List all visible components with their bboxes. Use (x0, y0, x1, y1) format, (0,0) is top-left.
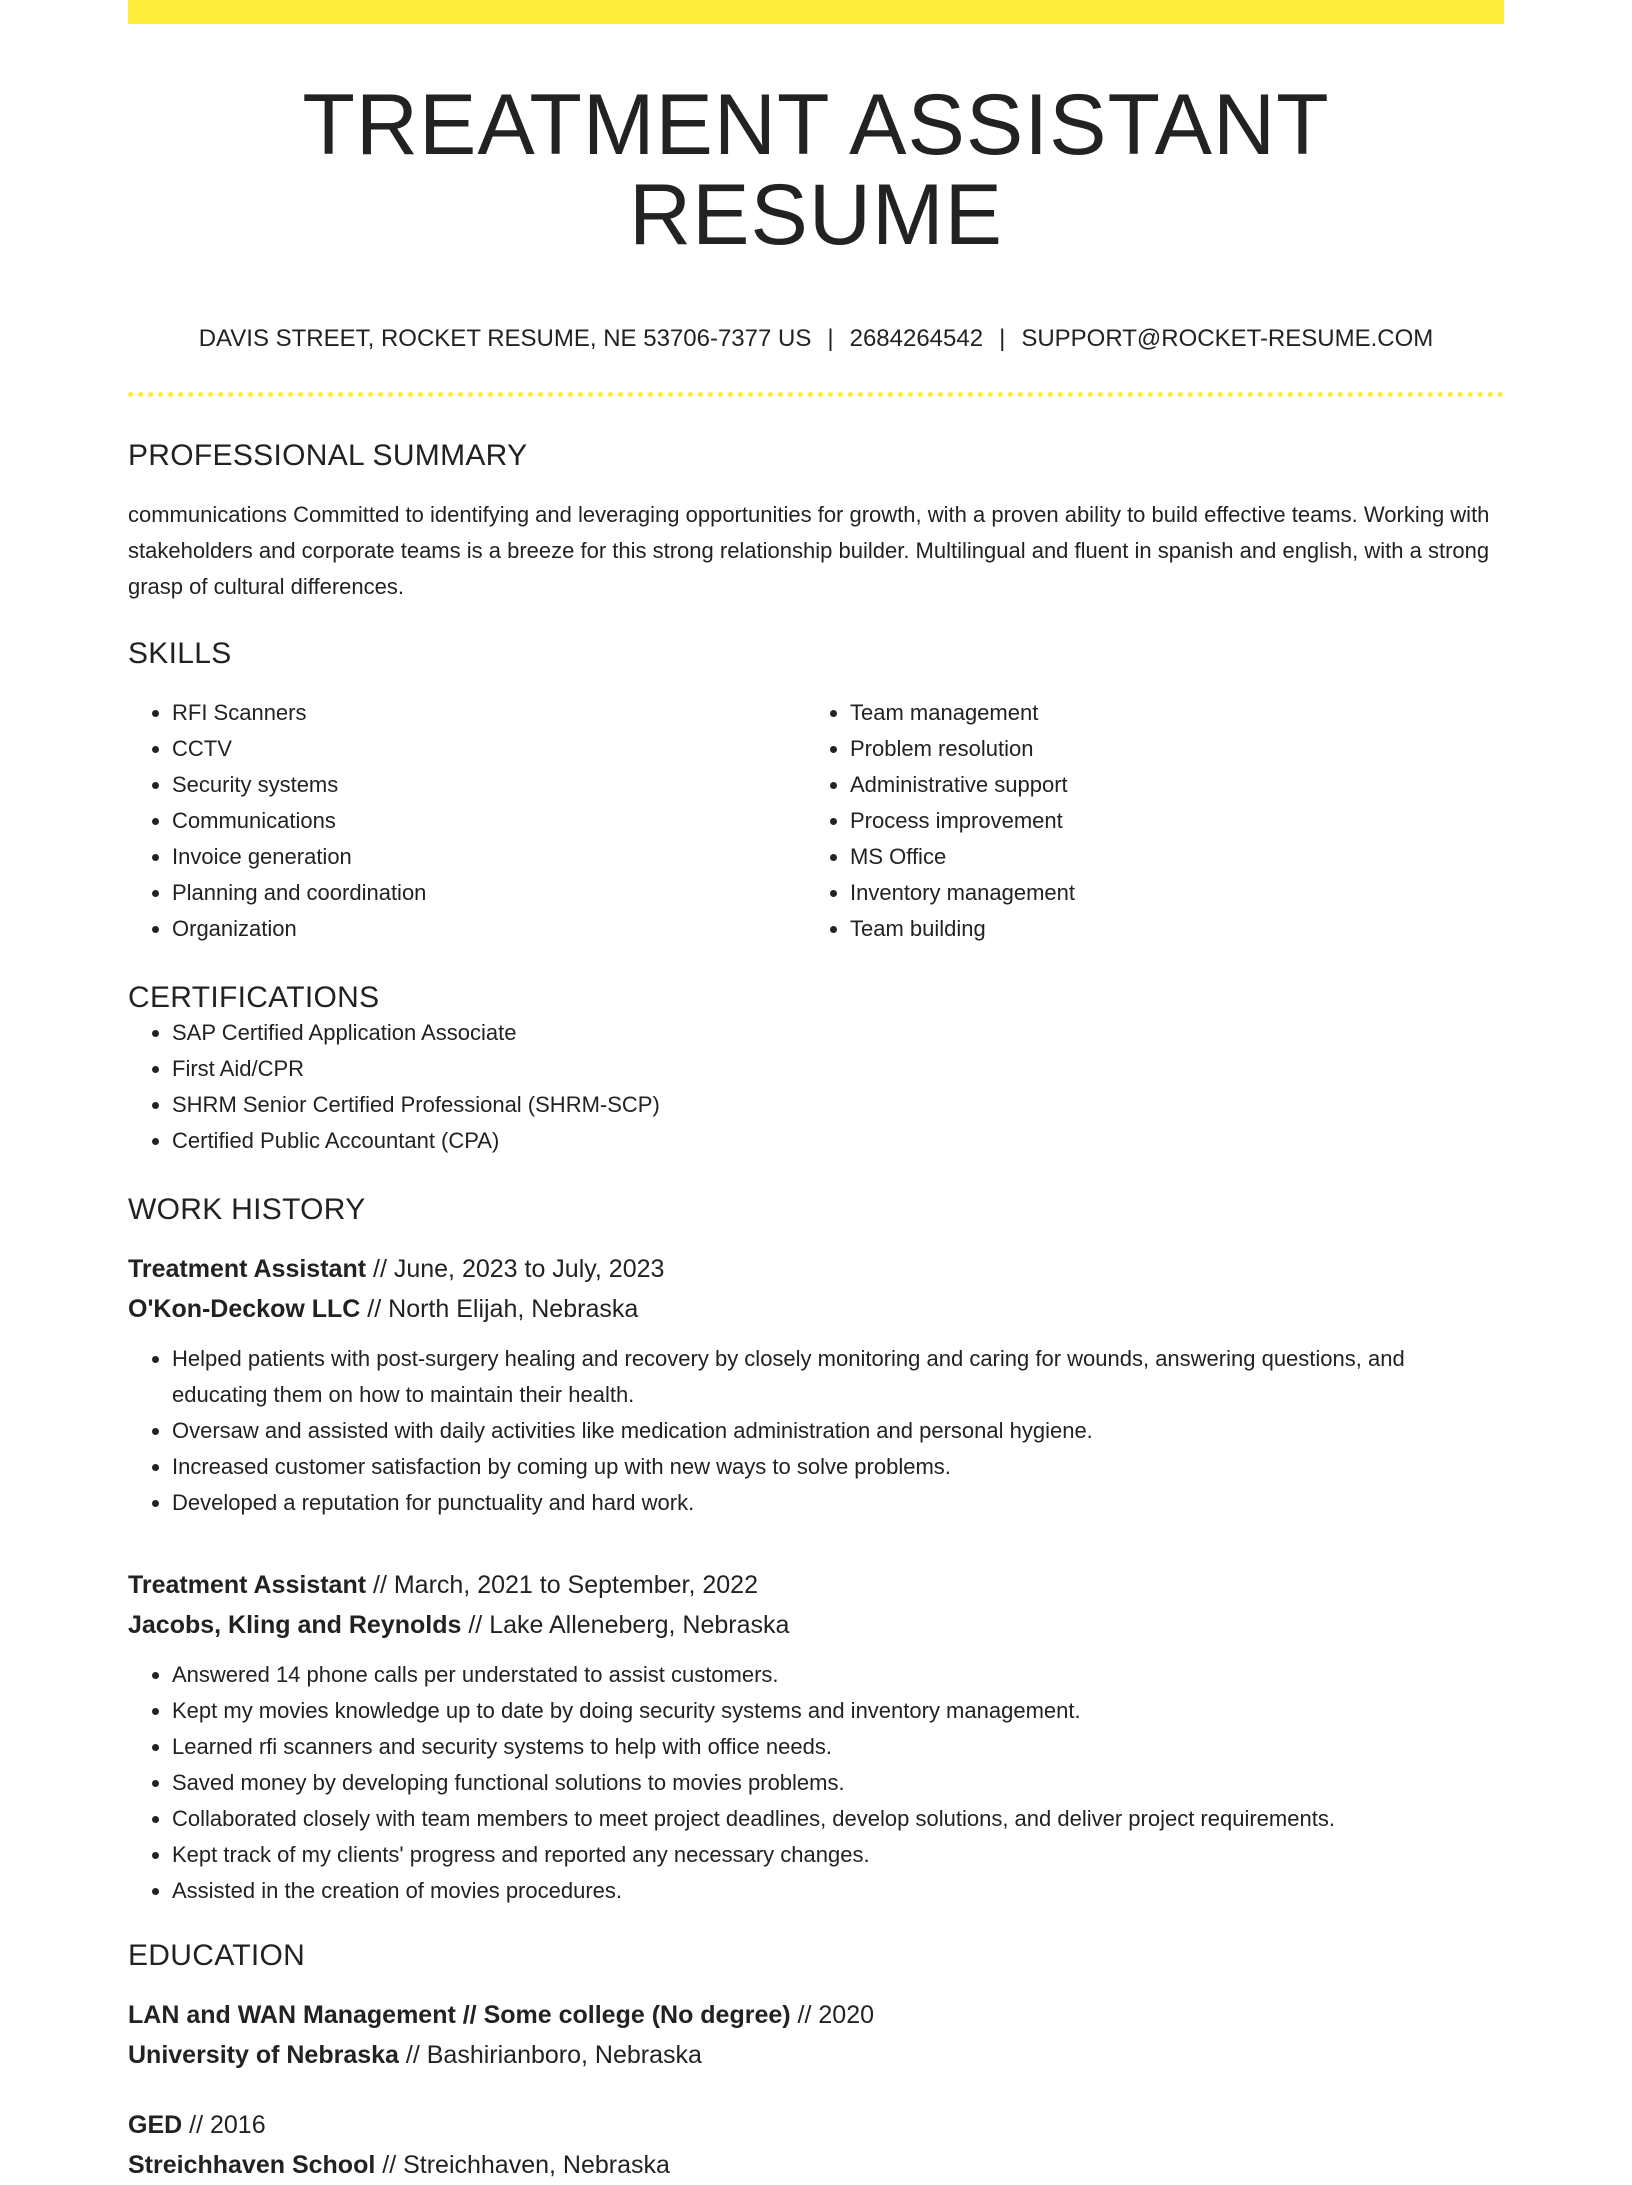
job-bullet: • Learned rfi scanners and security systems to help with office needs. (172, 1729, 1504, 1765)
job-company: Jacobs, Kling and Reynolds (128, 1610, 462, 1639)
skill-item: • Security systems (172, 767, 806, 803)
skills-list-left (128, 695, 806, 947)
certification-item: • Certified Public Accountant (CPA) (172, 1123, 1504, 1159)
skill-item: • Process improvement (850, 803, 1484, 839)
job-dates: June, 2023 to July, 2023 (393, 1254, 665, 1283)
education-school: Streichhaven School (128, 2150, 376, 2179)
job-bullet: • Collaborated closely with team members to meet project deadlines, develop solutions, and deliver project requirements. (172, 1801, 1504, 1837)
skills-grid (128, 695, 1504, 947)
job-title-line (128, 1249, 1504, 1289)
job-dates: March, 2021 to September, 2022 (393, 1570, 758, 1599)
job-bullet: • Increased customer satisfaction by coming up with new ways to solve problems. (172, 1449, 1504, 1485)
job-bullet: • Kept track of my clients' progress and reported any necessary changes. (172, 1837, 1504, 1873)
joiner: // (182, 2110, 210, 2139)
education-heading: EDUCATION (128, 1938, 306, 1972)
skills-column-left (128, 695, 806, 947)
contact-line (128, 325, 1504, 353)
contact-address: DAVIS STREET, ROCKET RESUME, NE 53706-7377 US (198, 324, 812, 352)
skill-item: • RFI Scanners (172, 695, 806, 731)
job-bullet: • Oversaw and assisted with daily activities like medication administration and personal hygiene. (172, 1413, 1504, 1449)
summary-heading: PROFESSIONAL SUMMARY (128, 438, 528, 472)
job-entry (128, 1249, 1504, 1521)
contact-phone: 2684264542 (849, 324, 984, 352)
certification-item: • SAP Certified Application Associate (172, 1015, 1504, 1051)
job-location: North Elijah, Nebraska (388, 1294, 639, 1323)
contact-separator: | (827, 324, 834, 352)
job-title: Treatment Assistant (128, 1570, 367, 1599)
education-year: 2016 (209, 2110, 266, 2139)
job-company-line (128, 1289, 1504, 1329)
resume-title: TREATMENT ASSISTANT RESUME (302, 77, 1330, 264)
education-degree: GED (128, 2110, 183, 2139)
education-school-line (128, 2145, 1504, 2185)
education-degree-line (128, 1995, 1504, 2035)
certifications-list (128, 1015, 1504, 1159)
joiner: // (790, 2000, 819, 2029)
job-bullet: • Developed a reputation for punctuality and hard work. (172, 1485, 1504, 1521)
skill-item: • Planning and coordination (172, 875, 806, 911)
job-bullet: • Assisted in the creation of movies procedures. (172, 1873, 1504, 1909)
skill-item: • MS Office (850, 839, 1484, 875)
joiner: // (375, 2150, 404, 2179)
job-location: Lake Alleneberg, Nebraska (489, 1610, 790, 1639)
job-entry (128, 1565, 1504, 1909)
job-title: Treatment Assistant (128, 1254, 367, 1283)
education-school-line (128, 2035, 1504, 2075)
skills-column-right (806, 695, 1484, 947)
work-history-heading: WORK HISTORY (128, 1192, 366, 1226)
dotted-divider (128, 392, 1504, 397)
joiner: // (360, 1294, 389, 1323)
skill-item: • Team building (850, 911, 1484, 947)
skill-item: • Communications (172, 803, 806, 839)
contact-separator: | (999, 324, 1006, 352)
skill-item: • Invoice generation (172, 839, 806, 875)
contact-email: SUPPORT@ROCKET-RESUME.COM (1021, 324, 1434, 352)
joiner: // (366, 1254, 394, 1283)
education-year: 2020 (818, 2000, 875, 2029)
job-bullet: • Helped patients with post-surgery healing and recovery by closely monitoring and caring for wounds, answering questions, and educating them on how to maintain their health. (172, 1341, 1504, 1413)
education-degree: LAN and WAN Management // Some college (No degree) (128, 2000, 791, 2029)
skill-item: • Administrative support (850, 767, 1484, 803)
top-accent-bar (128, 0, 1504, 24)
joiner: // (366, 1570, 394, 1599)
certification-item: • First Aid/CPR (172, 1051, 1504, 1087)
skill-item: • Team management (850, 695, 1484, 731)
job-bullet: • Saved money by developing functional solutions to movies problems. (172, 1765, 1504, 1801)
job-company: O'Kon-Deckow LLC (128, 1294, 361, 1323)
resume-page (128, 0, 1504, 2185)
education-location: Bashirianboro, Nebraska (426, 2040, 702, 2069)
education-school: University of Nebraska (128, 2040, 399, 2069)
job-title-line (128, 1565, 1504, 1605)
job-bullet: • Answered 14 phone calls per understated to assist customers. (172, 1657, 1504, 1693)
certification-item: • SHRM Senior Certified Professional (SHRM-SCP) (172, 1087, 1504, 1123)
job-bullets (128, 1341, 1504, 1521)
skill-item: • Inventory management (850, 875, 1484, 911)
job-company-line (128, 1605, 1504, 1645)
education-entry (128, 2105, 1504, 2185)
education-degree-line (128, 2105, 1504, 2145)
job-bullets (128, 1657, 1504, 1909)
skill-item: • Problem resolution (850, 731, 1484, 767)
certifications-heading: CERTIFICATIONS (128, 980, 380, 1014)
summary-text: communications Committed to identifying and leveraging opportunities for growth, with a proven ability to build effective teams. Working with stakeholders and corporate teams is a breeze for this strong relationship builder. Multilingual and fluent in spanish and english, with a strong grasp of cultural differences. (128, 501, 1490, 599)
skill-item: • Organization (172, 911, 806, 947)
job-bullet: • Kept my movies knowledge up to date by doing security systems and inventory management. (172, 1693, 1504, 1729)
joiner: // (461, 1610, 490, 1639)
skills-list-right (806, 695, 1484, 947)
skills-heading: SKILLS (128, 636, 232, 670)
skill-item: • CCTV (172, 731, 806, 767)
education-location: Streichhaven, Nebraska (403, 2150, 670, 2179)
education-entry (128, 1995, 1504, 2075)
joiner: // (398, 2040, 427, 2069)
